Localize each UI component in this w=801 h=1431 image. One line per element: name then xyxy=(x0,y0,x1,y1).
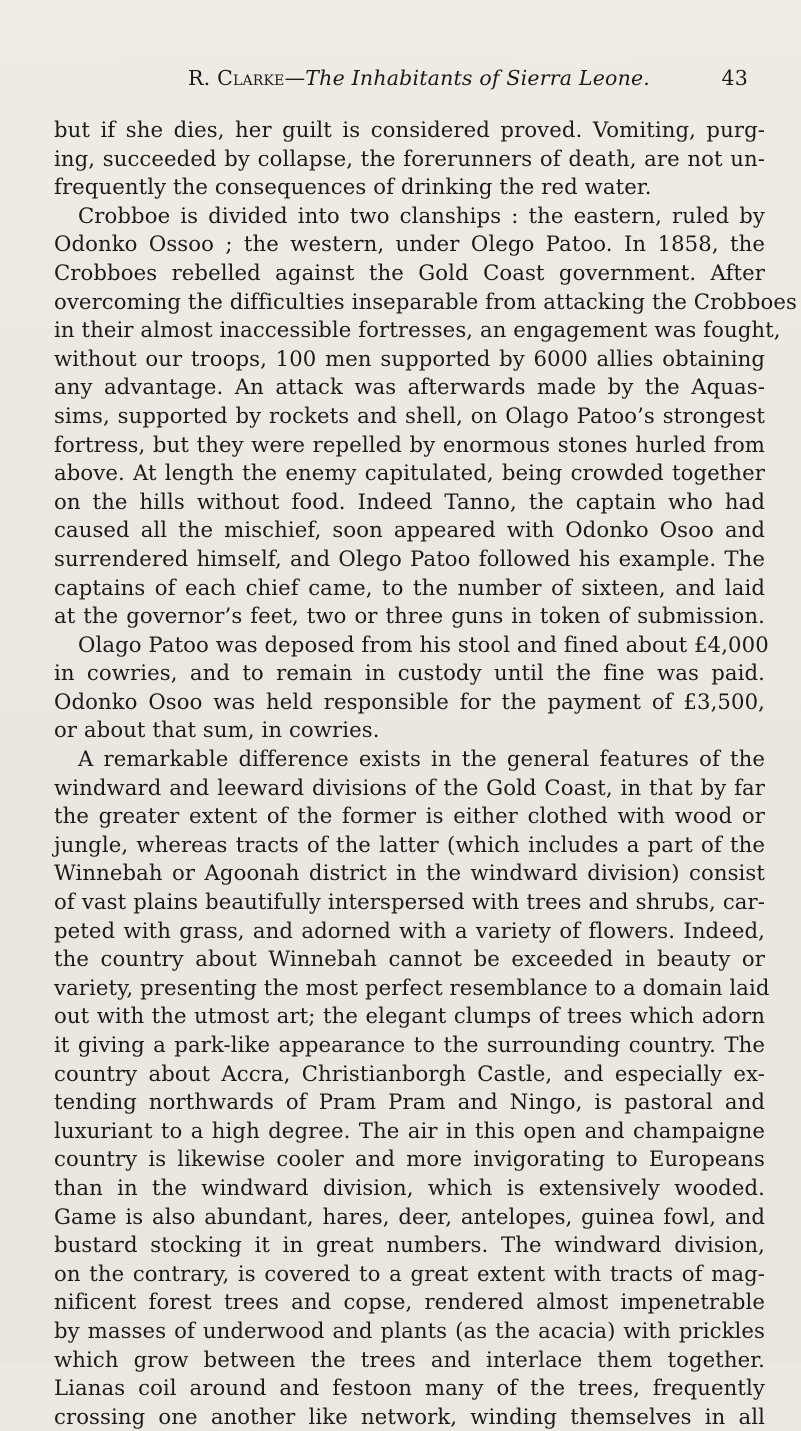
text-line: surrendered himself, and Olego Patoo followed his example. The xyxy=(54,545,765,571)
text-line: caused all the mischief, soon appeared with Odonko Osoo and xyxy=(54,517,765,543)
text-line: variety, presenting the most perfect resemblance to a domain laid xyxy=(54,974,770,1000)
text-line: frequently the consequences of drinking the red water. xyxy=(54,174,652,200)
body-text xyxy=(54,116,797,1431)
text-line: out with the utmost art; the elegant clumps of trees which adorn xyxy=(54,1003,765,1029)
text-line: or about that sum, in cowries. xyxy=(54,717,380,743)
text-line: Lianas coil around and festoon many of the trees, frequently xyxy=(54,1375,765,1401)
text-line: at the governor’s feet, two or three guns in token of submission. xyxy=(54,603,765,629)
text-line: any advantage. An attack was afterwards made by the Aquas- xyxy=(54,374,765,400)
text-line: Winnebah or Agoonah district in the windward division) consist xyxy=(54,860,765,886)
running-header xyxy=(188,66,748,90)
text-line: A remarkable difference exists in the general features of the xyxy=(78,746,765,772)
text-line: without our troops, 100 men supported by 6000 allies obtaining xyxy=(54,345,765,371)
text-line: country about Accra, Christianborgh Castle, and especially ex- xyxy=(54,1060,765,1086)
text-line: Crobboes rebelled against the Gold Coast government. After xyxy=(54,259,765,285)
text-line: on the hills without food. Indeed Tanno, the captain who had xyxy=(54,488,765,514)
text-line: by masses of underwood and plants (as the acacia) with prickles xyxy=(54,1317,765,1343)
text-line: the greater extent of the former is either clothed with wood or xyxy=(54,803,765,829)
text-line: luxuriant to a high degree. The air in this open and champaigne xyxy=(54,1117,765,1143)
text-line: above. At length the enemy capitulated, being crowded together xyxy=(54,460,765,486)
text-line: Odonko Ossoo ; the western, under Olego Patoo. In 1858, the xyxy=(54,231,765,257)
text-line: the country about Winnebah cannot be exceeded in beauty or xyxy=(54,946,765,972)
text-line: than in the windward division, which is extensively wooded. xyxy=(54,1174,765,1200)
text-line: ing, succeeded by collapse, the forerunners of death, are not un- xyxy=(54,145,765,171)
text-line: bustard stocking it in great numbers. The windward division, xyxy=(54,1232,765,1258)
text-line: of vast plains beautifully interspersed with trees and shrubs, car- xyxy=(54,889,765,915)
text-line: jungle, whereas tracts of the latter (which includes a part of the xyxy=(54,831,765,857)
text-line: windward and leeward divisions of the Gold Coast, in that by far xyxy=(54,774,765,800)
text-line: in cowries, and to remain in custody until the fine was paid. xyxy=(54,660,765,686)
text-line: which grow between the trees and interlace them together. xyxy=(54,1346,765,1372)
text-line: crossing one another like network, winding themselves in all xyxy=(54,1403,765,1429)
text-line: Crobboe is divided into two clanships : the eastern, ruled by xyxy=(78,202,765,228)
text-line: sims, supported by rockets and shell, on Olago Patoo’s strongest xyxy=(54,402,765,428)
text-line: fortress, but they were repelled by enormous stones hurled from xyxy=(54,431,765,457)
text-line: Game is also abundant, hares, deer, antelopes, guinea fowl, and xyxy=(54,1203,765,1229)
text-line: it giving a park-like appearance to the surrounding country. The xyxy=(54,1032,765,1057)
text-line: country is likewise cooler and more invigorating to Europeans xyxy=(54,1146,765,1172)
text-line: captains of each chief came, to the number of sixteen, and laid xyxy=(54,574,765,600)
text-line: Odonko Osoo was held responsible for the payment of £3,500, xyxy=(54,688,765,714)
text-line: tending northwards of Pram Pram and Ningo, is pastoral and xyxy=(54,1089,765,1115)
text-line: on the contrary, is covered to a great extent with tracts of mag- xyxy=(54,1260,765,1286)
header-title: The Inhabitants of Sierra Leone. xyxy=(305,66,651,90)
text-line: but if she dies, her guilt is considered proved. Vomiting, purg- xyxy=(54,117,765,142)
header-separator: — xyxy=(284,66,306,90)
header-author: R. Clarke xyxy=(188,66,285,90)
text-line: Olago Patoo was deposed from his stool and fined about £4,000 xyxy=(78,631,769,657)
text-line: peted with grass, and adorned with a variety of flowers. Indeed, xyxy=(54,917,765,943)
text-line: nificent forest trees and copse, rendered almost impenetrable xyxy=(54,1289,765,1315)
text-line: overcoming the difficulties inseparable from attacking the Crobboes xyxy=(54,288,797,314)
page-number: 43 xyxy=(721,66,748,90)
text-line: in their almost inaccessible fortresses, an engagement was fought, xyxy=(54,317,781,343)
